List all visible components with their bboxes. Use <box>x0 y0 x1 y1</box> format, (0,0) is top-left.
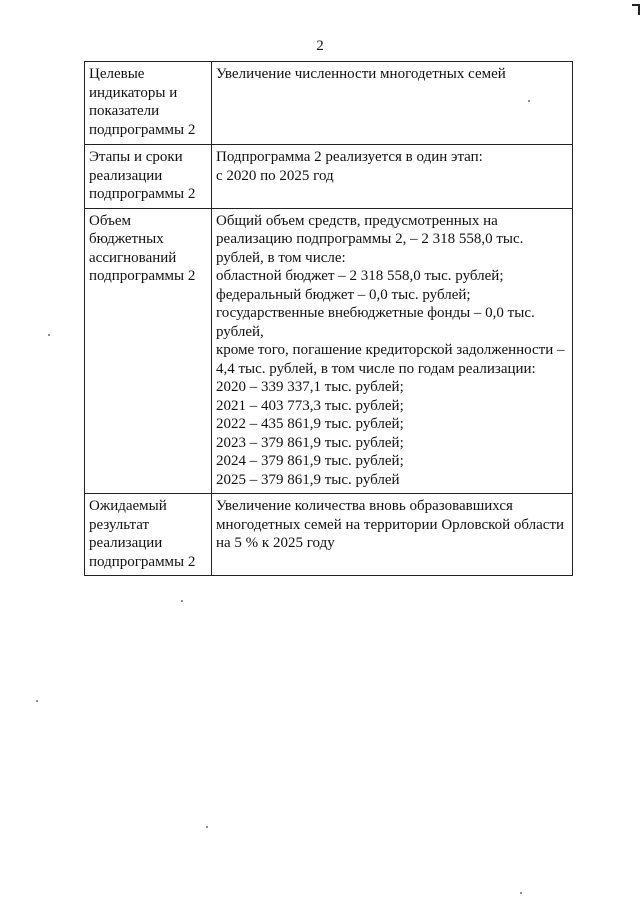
row-value-expected-result <box>212 494 573 576</box>
corner-mark <box>632 4 640 15</box>
scan-speck <box>206 826 208 828</box>
value-line: с 2020 по 2025 год <box>216 167 334 184</box>
scan-speck <box>520 892 522 894</box>
value-line: 2022 – 435 861,9 тыс. рублей; <box>216 416 404 432</box>
scan-speck <box>181 600 183 602</box>
subprogram-passport-table <box>84 61 573 576</box>
value-line: областной бюджет – 2 318 558,0 тыс. рублей; <box>216 268 504 284</box>
table-row <box>85 494 573 576</box>
value-line: реализацию подпрограммы 2, – 2 318 558,0 тыс. <box>216 231 524 247</box>
row-value-stages <box>212 145 573 209</box>
value-line: Увеличение численности многодетных семей <box>216 66 506 82</box>
label-line: ассигнований <box>89 249 177 266</box>
value-line: на 5 % к 2025 году <box>216 535 335 551</box>
label-line: Объем <box>89 212 131 229</box>
label-line: Целевые <box>89 66 145 82</box>
row-value-targets <box>212 62 573 145</box>
value-line: рублей, в том числе: <box>216 249 346 266</box>
row-value-budget <box>212 208 573 494</box>
value-line: 4,4 тыс. рублей, в том числе по годам реализации: <box>216 360 536 377</box>
label-line: результат <box>89 516 150 533</box>
label-line: реализации <box>89 535 163 551</box>
label-line: показатели <box>89 103 160 119</box>
value-line: кроме того, погашение кредиторской задолженности – <box>216 342 565 358</box>
label-line: индикаторы и <box>89 84 178 101</box>
table-row <box>85 208 573 494</box>
value-line: Подпрограмма 2 реализуется в один этап: <box>216 149 483 165</box>
label-line: подпрограммы 2 <box>89 186 196 202</box>
scan-speck <box>528 100 530 102</box>
value-line: государственные внебюджетные фонды – 0,0 тыс. <box>216 305 535 321</box>
scan-speck <box>36 700 38 702</box>
label-line: реализации <box>89 167 163 184</box>
table-row <box>85 145 573 209</box>
value-line: 2021 – 403 773,3 тыс. рублей; <box>216 397 404 414</box>
row-label-expected-result <box>85 494 212 576</box>
label-line: Ожидаемый <box>89 498 167 514</box>
value-line: Общий объем средств, предусмотренных на <box>216 212 498 229</box>
row-label-budget <box>85 208 212 494</box>
row-label-stages <box>85 145 212 209</box>
page-number: 2 <box>316 38 324 54</box>
value-line: рублей, <box>216 323 264 340</box>
value-line: 2024 – 379 861,9 тыс. рублей; <box>216 453 404 469</box>
value-line: федеральный бюджет – 0,0 тыс. рублей; <box>216 286 471 303</box>
label-line: Этапы и сроки <box>89 149 183 165</box>
value-line: 2023 – 379 861,9 тыс. рублей; <box>216 434 404 451</box>
label-line: бюджетных <box>89 231 164 247</box>
label-line: подпрограммы 2 <box>89 553 196 570</box>
row-label-targets <box>85 62 212 145</box>
value-line: Увеличение количества вновь образовавшихся <box>216 498 513 514</box>
value-line: 2020 – 339 337,1 тыс. рублей; <box>216 379 404 395</box>
table-row <box>85 62 573 145</box>
scan-speck <box>48 334 50 336</box>
value-line: 2025 – 379 861,9 тыс. рублей <box>216 471 400 488</box>
value-line: многодетных семей на территории Орловской области <box>216 516 565 533</box>
label-line: подпрограммы 2 <box>89 268 196 284</box>
label-line: подпрограммы 2 <box>89 121 196 138</box>
